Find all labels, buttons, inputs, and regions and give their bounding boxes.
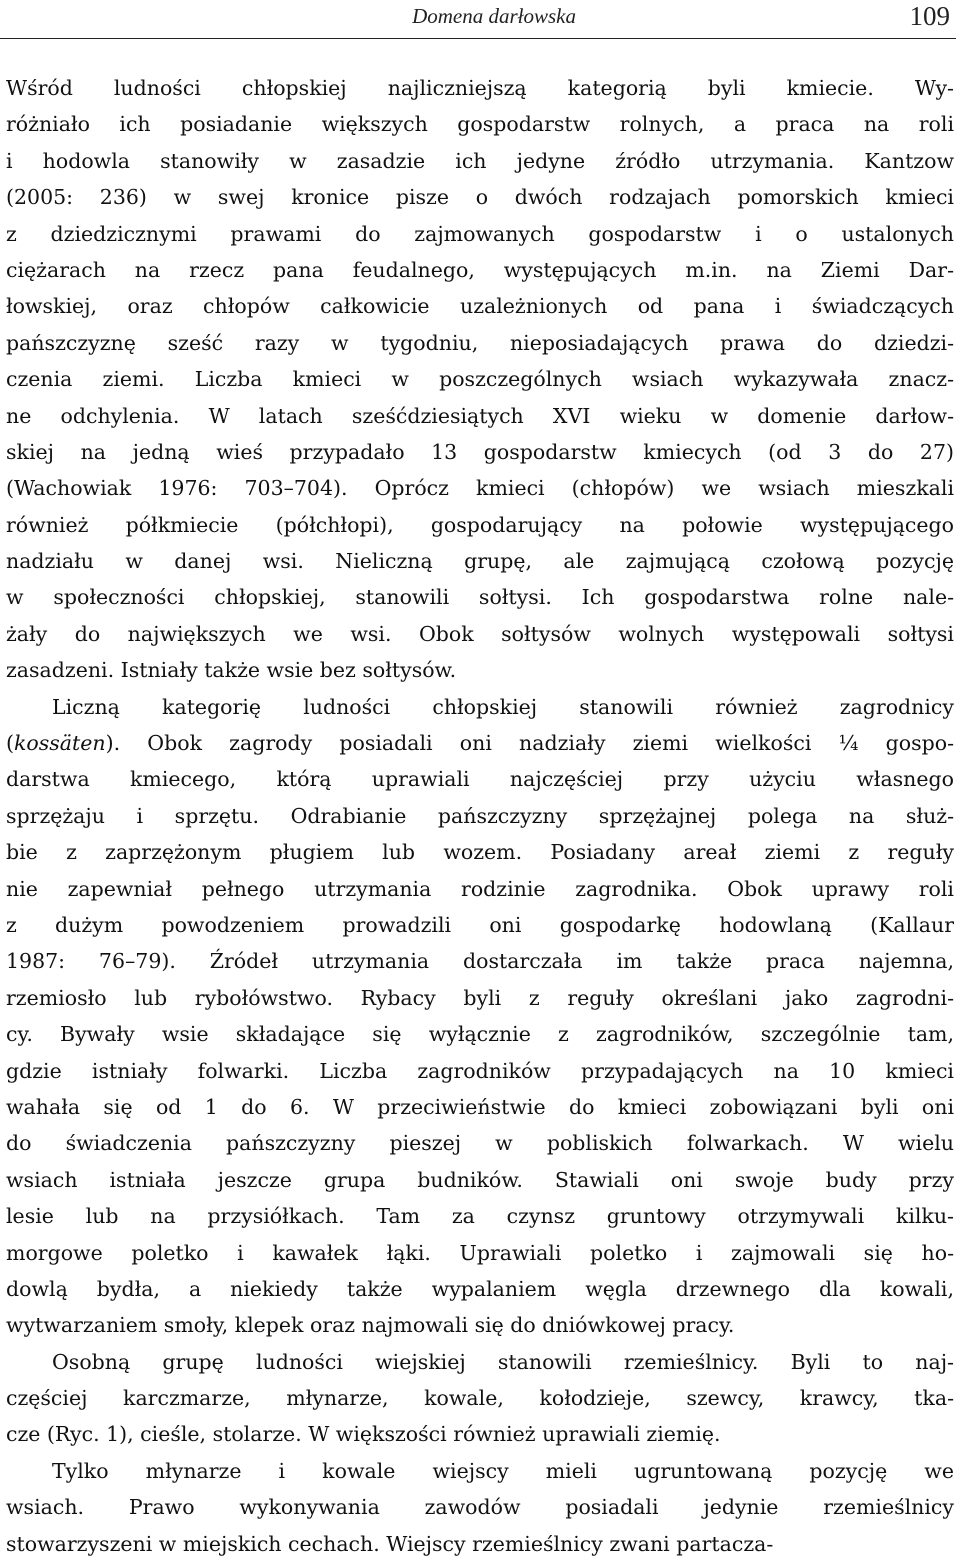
text-line: morgowe poletko i kawałek łąki. Uprawiali poletko i zajmowali się ho- <box>6 1240 954 1265</box>
text-line: łowskiej, oraz chłopów całkowicie uzależnionych od pana i świadczących <box>6 294 954 319</box>
text-line: cze (Ryc. 1), cieśle, stolarze. W większości również uprawiali ziemię. <box>6 1422 721 1447</box>
paragraph <box>6 1453 954 1562</box>
text-line: wahała się od 1 do 6. W przeciwieństwie do kmieci zobowiązani byli oni <box>6 1094 954 1119</box>
text-line: lesie lub na przysiółkach. Tam za czynsz gruntowy otrzymywali kilku- <box>6 1204 954 1229</box>
text-line: w społeczności chłopskiej, stanowili sołtysi. Ich gospodarstwa rolne nale- <box>6 585 954 610</box>
text-line: ne odchylenia. W latach sześćdziesiątych XVI wieku w domenie darłow- <box>6 403 954 428</box>
text-line: Liczną kategorię ludności chłopskiej stanowili również zagrodnicy <box>52 694 954 719</box>
body-text <box>6 70 954 1562</box>
running-title: Domena darłowska <box>412 4 576 28</box>
text-line: pańszczyznę sześć razy w tygodniu, nieposiadających prawa do dziedzi- <box>6 330 954 355</box>
text-line: z dziedzicznymi prawami do zajmowanych gospodarstw i o ustalonych <box>6 221 954 246</box>
text-line: ciężarach na rzecz pana feudalnego, występujących m.in. na Ziemi Dar- <box>6 257 954 282</box>
text-line: z dużym powodzeniem prowadzili oni gospodarkę hodowlaną (Kallaur <box>6 912 954 937</box>
text-line: wsiach. Prawo wykonywania zawodów posiadali jedynie rzemieślnicy <box>6 1495 954 1520</box>
paragraph <box>6 70 954 689</box>
text-line: czenia ziemi. Liczba kmieci w poszczególnych wsiach wykazywała znacz- <box>6 367 954 392</box>
text-line: bie z zaprzężonym pługiem lub wozem. Posiadany areał ziemi z reguły <box>6 840 954 865</box>
text-line: nadziału w danej wsi. Nieliczną grupę, ale zajmującą czołową pozycję <box>6 549 954 574</box>
text-line: darstwa kmiecego, którą uprawiali najczęściej przy użyciu własnego <box>6 767 954 792</box>
text-line: (kossäten). Obok zagrody posiadali oni nadziały ziemi wielkości ¼ gospo- <box>6 731 954 756</box>
text-line: i hodowla stanowiły w zasadzie ich jedyne źródło utrzymania. Kantzow <box>6 148 954 173</box>
text-line: cy. Bywały wsie składające się wyłącznie z zagrodników, szczególnie tam, <box>6 1022 954 1047</box>
text-line: Wśród ludności chłopskiej najliczniejszą kategorią byli kmiecie. Wy- <box>6 76 954 100</box>
text-line: stowarzyszeni w miejskich cechach. Wiejscy rzemieślnicy zwani partacza- <box>6 1531 774 1556</box>
text-line: (2005: 236) w swej kronice pisze o dwóch rodzajach pomorskich kmieci <box>6 185 954 210</box>
text-line: zasadzeni. Istniały także wsie bez sołtysów. <box>6 658 457 683</box>
text-line: dowlą bydła, a niekiedy także wypalaniem węgla drzewnego dla kowali, <box>6 1276 954 1301</box>
paragraph <box>6 689 954 1344</box>
text-line: sprzężaju i sprzętu. Odrabianie pańszczyzny sprzężajnej polega na służ- <box>6 803 954 828</box>
text-line: (Wachowiak 1976: 703–704). Oprócz kmieci (chłopów) we wsiach mieszkali <box>6 476 954 501</box>
text-line: częściej karczmarze, młynarze, kowale, kołodzieje, szewcy, krawcy, tka- <box>6 1386 954 1411</box>
text-line: do świadczenia pańszczyzny pieszej w pobliskich folwarkach. W wielu <box>6 1131 954 1156</box>
text-line: nie zapewniał pełnego utrzymania rodzinie zagrodnika. Obok uprawy roli <box>6 876 954 901</box>
paragraph <box>6 1344 954 1453</box>
text-line: 1987: 76–79). Źródeł utrzymania dostarczała im także praca najemna, <box>6 949 954 974</box>
text-line: wsiach istniała jeszcze grupa budników. Stawiali oni swoje budy przy <box>6 1167 954 1192</box>
page-number: 109 <box>909 1 950 31</box>
text-line: wytwarzaniem smoły, klepek oraz najmowali się do dniówkowej pracy. <box>6 1313 735 1338</box>
running-header <box>0 0 956 39</box>
text-line: rzemiosło lub rybołówstwo. Rybacy byli z reguły określani jako zagrodni- <box>6 985 954 1010</box>
text-line: żały do największych we wsi. Obok sołtysów wolnych występowali sołtysi <box>6 621 954 646</box>
text-line: Osobną grupę ludności wiejskiej stanowili rzemieślnicy. Byli to naj- <box>52 1349 954 1374</box>
text-line: skiej na jedną wieś przypadało 13 gospodarstw kmiecych (od 3 do 27) <box>6 439 954 464</box>
text-line: różniało ich posiadanie większych gospodarstw rolnych, a praca na roli <box>6 112 954 137</box>
text-line: gdzie istniały folwarki. Liczba zagrodników przypadających na 10 kmieci <box>6 1058 954 1083</box>
text-line: Tylko młynarze i kowale wiejscy mieli ugruntowaną pozycję we <box>52 1458 954 1483</box>
text-line: również półkmiecie (półchłopi), gospodarujący na połowie występującego <box>6 512 954 537</box>
